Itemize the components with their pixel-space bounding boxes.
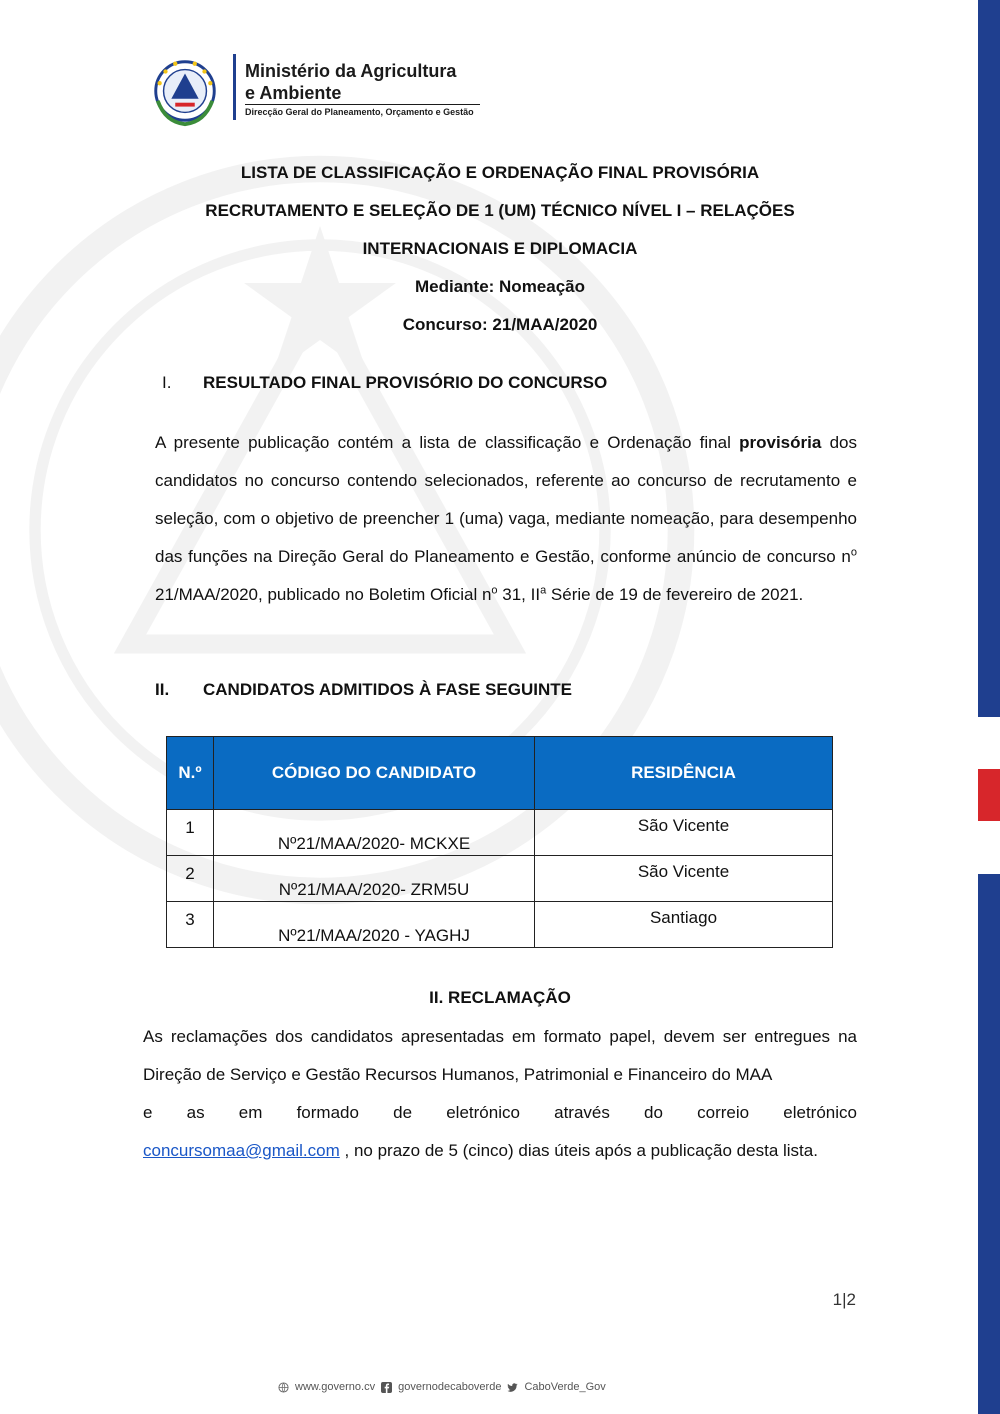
para-bold-provisoria: provisória: [739, 433, 822, 452]
reclamacao-text-1: As reclamações dos candidatos apresentadas em formato papel, devem ser entregues na Direção de Serviço e Gestão Recursos Humanos, Patrimonial e Financeiro do MAA: [143, 1027, 857, 1084]
cell-residence: São Vicente: [535, 810, 833, 856]
table-header-residence: RESIDÊNCIA: [535, 737, 833, 810]
table-header-code: CÓDIGO DO CANDIDATO: [214, 737, 535, 810]
coat-of-arms-logo: [146, 52, 224, 130]
para-sup-2: o: [491, 584, 498, 597]
section3-heading: II. RECLAMAÇÃO: [429, 988, 571, 1007]
cell-residence: São Vicente: [535, 856, 833, 902]
para-sup-1: o: [850, 546, 857, 559]
edge-stripe-blue-bottom: [978, 874, 1000, 1414]
reclamacao-text-2: e as em formado de eletrónico através do correio eletrónico: [143, 1103, 857, 1122]
twitter-icon: [507, 1382, 518, 1393]
document-title-concurso: Concurso: 21/MAA/2020: [402, 315, 598, 334]
footer-facebook[interactable]: governodecaboverde: [398, 1381, 502, 1393]
cell-number: 2: [167, 856, 214, 902]
facebook-icon: [381, 1382, 392, 1393]
table-row: [167, 856, 833, 902]
section2-heading: CANDIDATOS ADMITIDOS À FASE SEGUINTE: [203, 680, 572, 699]
document-title-mediante: Mediante: Nomeação: [414, 277, 586, 296]
candidates-table: [166, 736, 833, 948]
cell-code: Nº21/MAA/2020 - YAGHJ: [214, 902, 535, 948]
page-number: 1|2: [832, 1290, 856, 1309]
edge-stripe-red: [978, 769, 1000, 821]
cell-code: Nº21/MAA/2020- ZRM5U: [214, 856, 535, 902]
email-link[interactable]: concursomaa@gmail.com: [143, 1141, 340, 1160]
cell-number: 1: [167, 810, 214, 856]
section1-heading: RESULTADO FINAL PROVISÓRIO DO CONCURSO: [203, 373, 608, 392]
table-header-row: [167, 737, 833, 810]
para-text-a: A presente publicação contém a lista de classificação e Ordenação final: [155, 433, 740, 452]
ministry-sub-rule: [245, 104, 480, 105]
para-text-b: dos candidatos no concurso contendo selecionados, referente ao concurso de recrutamento e seleção, com o objetivo de preencher 1 (uma) vaga, mediante nomeação, para desempenho das funções na Direção Geral do Planeamento e Gestão, conforme anúncio de concurso n: [155, 433, 857, 566]
ministry-name-line1: Ministério da Agricultura: [245, 61, 457, 81]
document-title-line1: LISTA DE CLASSIFICAÇÃO E ORDENAÇÃO FINAL PROVISÓRIA: [240, 163, 760, 182]
table-header-number: N.º: [167, 737, 214, 810]
table-row: [167, 810, 833, 856]
ministry-name-line2: e Ambiente: [245, 83, 342, 103]
table-row: [167, 902, 833, 948]
cell-code: Nº21/MAA/2020- MCKXE: [214, 810, 535, 856]
para-text-e: Série de 19 de fevereiro de 2021.: [546, 585, 804, 604]
section1-number: I.: [162, 373, 172, 392]
para-sup-3: a: [540, 584, 547, 597]
section3-paragraph: [143, 1018, 857, 1170]
document-title-line3: INTERNACIONAIS E DIPLOMACIA: [362, 239, 638, 258]
footer: [278, 1381, 606, 1393]
cell-number: 3: [167, 902, 214, 948]
edge-stripe-blue-top: [978, 0, 1000, 717]
globe-icon: [278, 1382, 289, 1393]
reclamacao-text-3: , no prazo de 5 (cinco) dias úteis após a publicação desta lista.: [339, 1141, 818, 1160]
section2-number: II.: [155, 680, 170, 699]
document-title-line2: RECRUTAMENTO E SELEÇÃO DE 1 (UM) TÉCNICO NÍVEL I – RELAÇÕES: [205, 201, 795, 220]
footer-twitter[interactable]: CaboVerde_Gov: [524, 1381, 606, 1393]
footer-website[interactable]: www.governo.cv: [295, 1381, 376, 1393]
cell-residence: Santiago: [535, 902, 833, 948]
ministry-subtitle: Direcção Geral do Planeamento, Orçamento e Gestão: [245, 107, 474, 117]
para-text-d: 31, II: [497, 585, 541, 604]
header-divider: [233, 54, 236, 120]
section1-paragraph: [155, 424, 857, 614]
para-text-c: 21/MAA/2020, publicado no Boletim Oficial n: [155, 585, 492, 604]
